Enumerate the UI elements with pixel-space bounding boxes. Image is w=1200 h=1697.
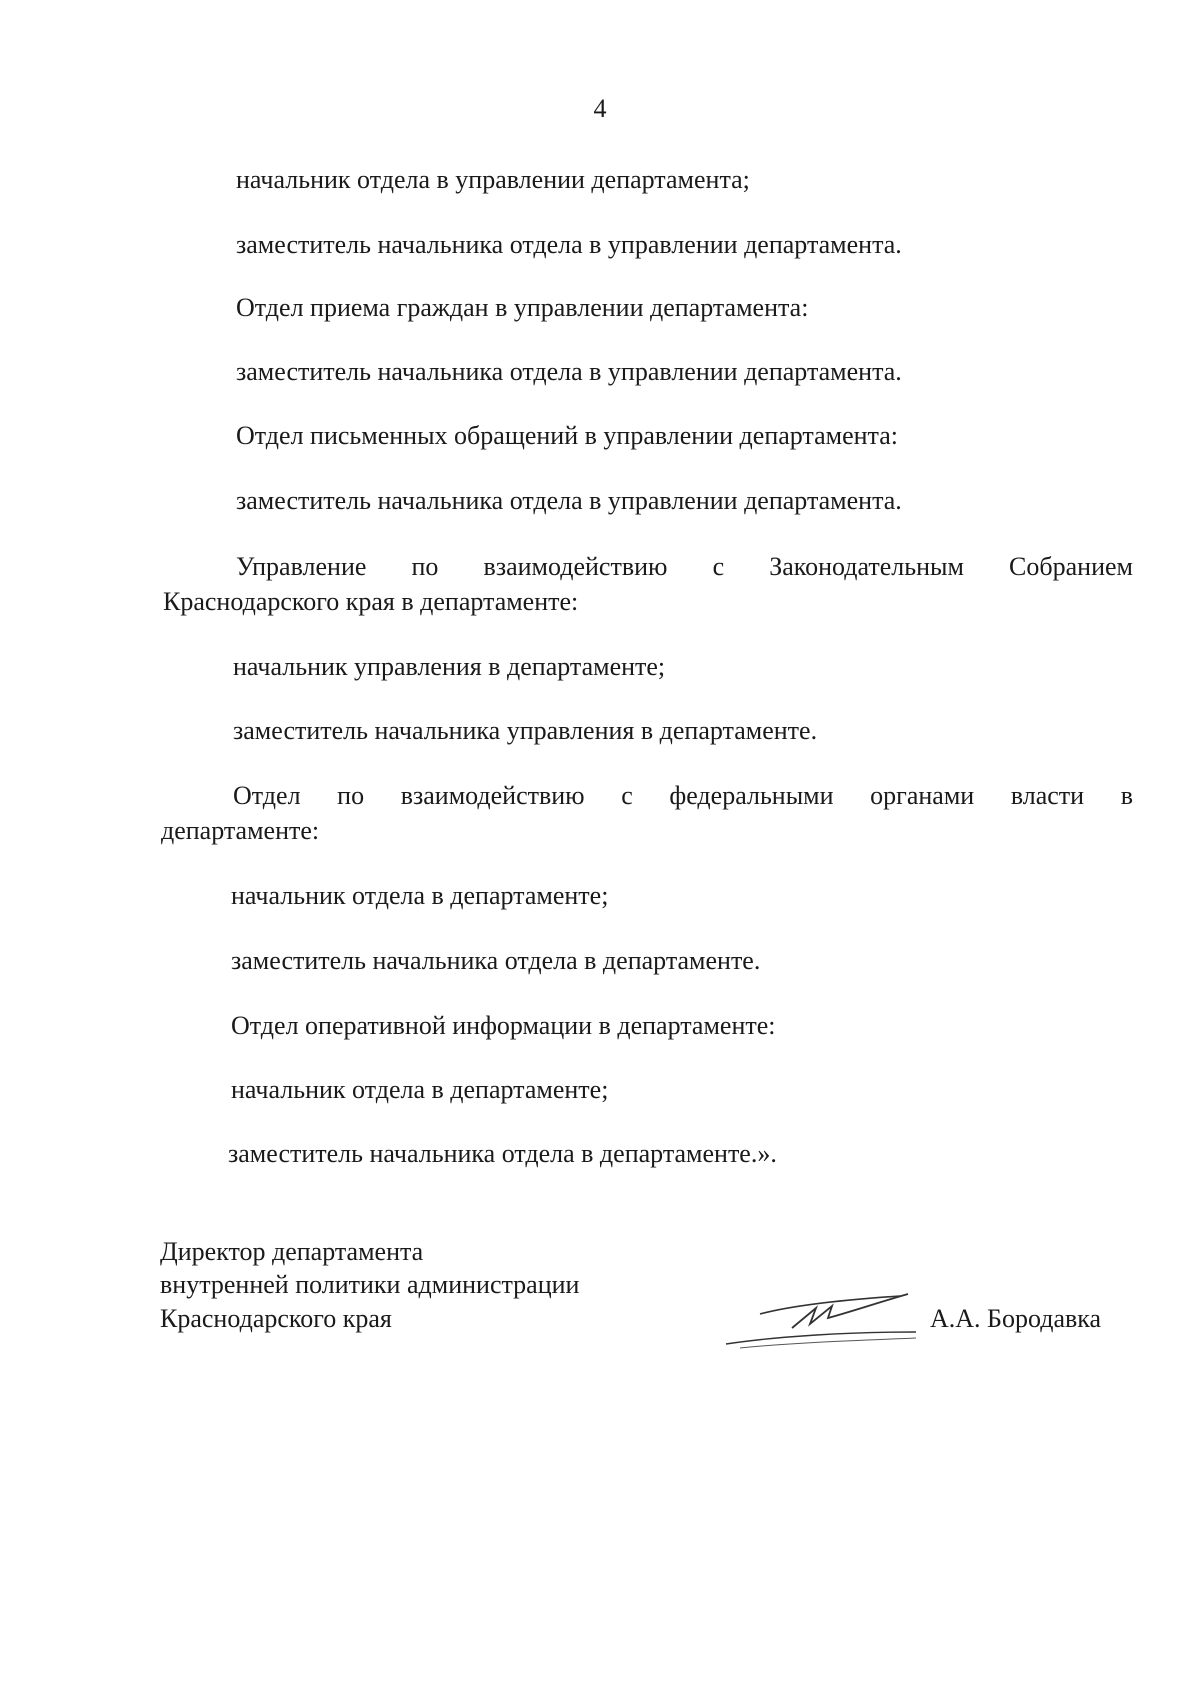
text-line: начальник управления в департаменте; [233, 652, 666, 681]
signatory-title-line: Директор департамента [160, 1237, 424, 1266]
text-line: Отдел оперативной информации в департаменте: [231, 1011, 776, 1040]
handwritten-signature [720, 1288, 920, 1358]
text-line: начальник отдела в управлении департамента; [236, 165, 750, 194]
justified-line: Отдел по взаимодействию с федеральными органами власти в [233, 781, 1133, 810]
signatory-title-line: Краснодарского края [160, 1304, 392, 1333]
signatory-title-line: внутренней политики администрации [160, 1270, 580, 1299]
justified-line: Управление по взаимодействию с Законодательным Собранием [236, 552, 1133, 581]
text-line: заместитель начальника отдела в департаменте.». [228, 1139, 777, 1168]
text-line: заместитель начальника отдела в управлении департамента. [236, 230, 902, 259]
text-line: начальник отдела в департаменте; [231, 881, 609, 910]
text-line: Отдел приема граждан в управлении департамента: [236, 293, 809, 322]
text-line: заместитель начальника отдела в департаменте. [231, 946, 761, 975]
text-line: Краснодарского края в департаменте: [163, 587, 579, 616]
text-line: Отдел письменных обращений в управлении департамента: [236, 421, 898, 450]
text-line: начальник отдела в департаменте; [231, 1075, 609, 1104]
text-line: заместитель начальника отдела в управлении департамента. [236, 486, 902, 515]
signatory-name: А.А. Бородавка [930, 1304, 1102, 1333]
text-line: департаменте: [161, 816, 320, 845]
text-line: заместитель начальника управления в департаменте. [233, 716, 818, 745]
text-line: заместитель начальника отдела в управлении департамента. [236, 357, 902, 386]
page-number: 4 [593, 94, 607, 123]
